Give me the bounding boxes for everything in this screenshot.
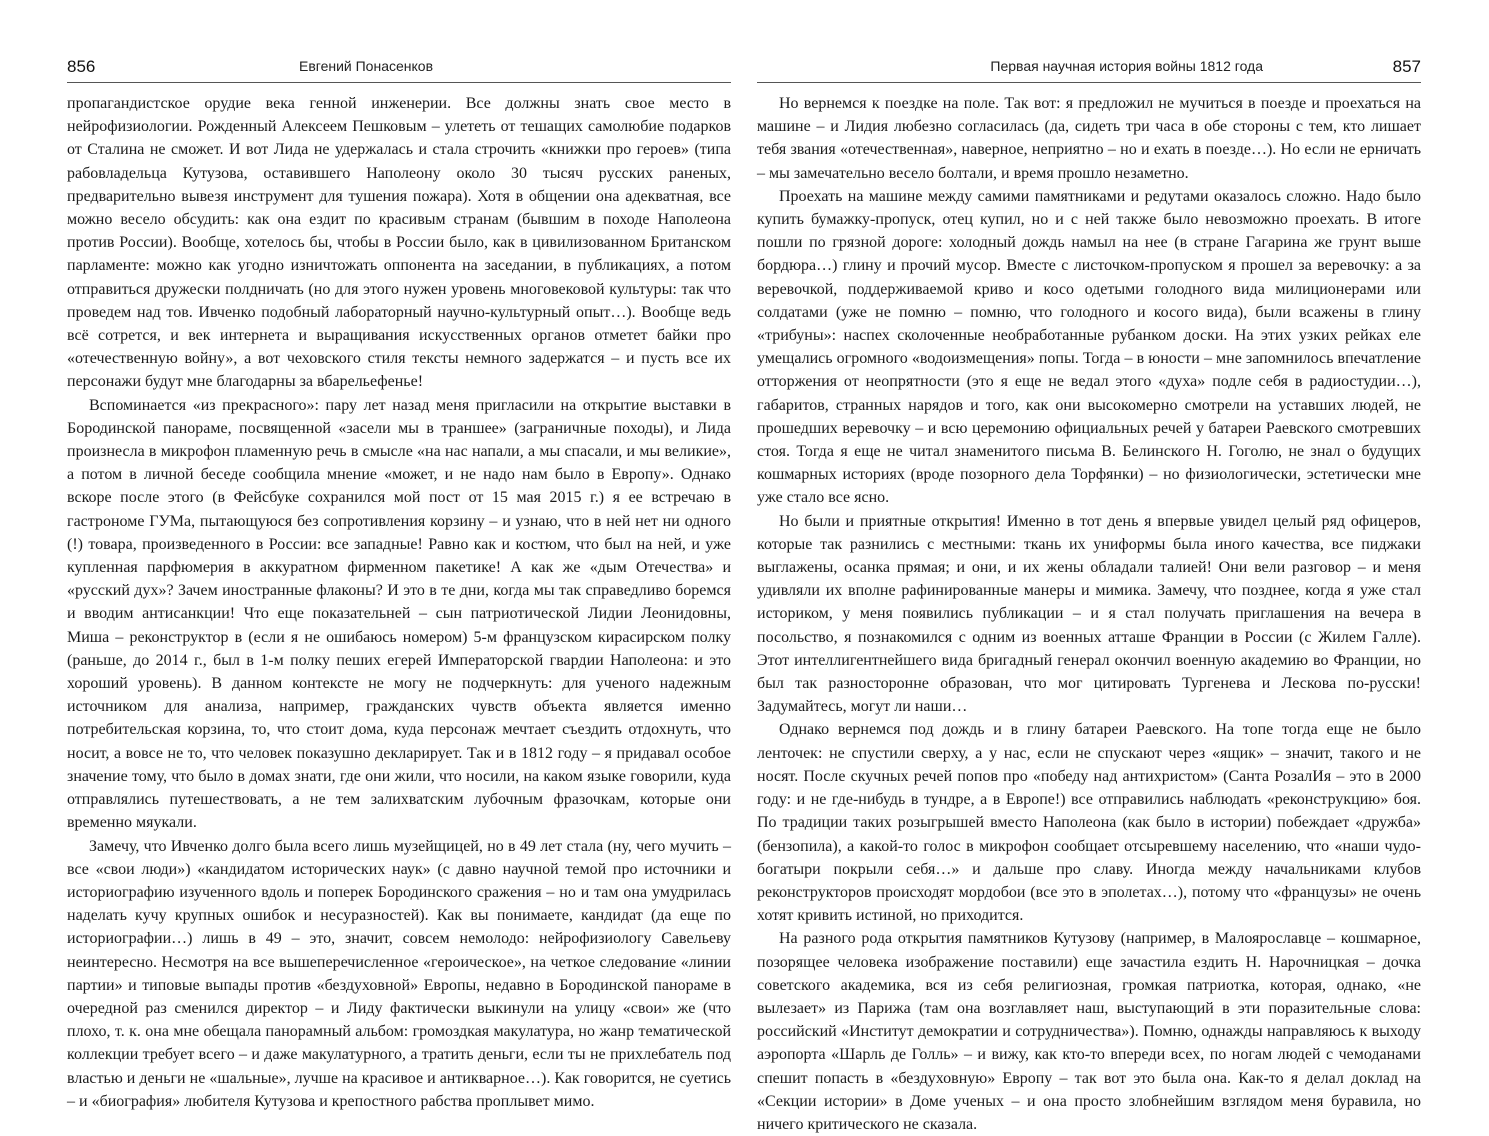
left-page-header: [67, 52, 731, 83]
running-head-author: Евгений Понасенков: [299, 58, 434, 74]
paragraph: Но вернемся к поездке на поле. Так вот: я предложил не мучиться в поезде и проехаться на машине – и Лидия любезно согласилась (да, сидеть три часа в обе стороны с тем, кто лишает тебя звания «отечественная», наверное, неприятно – но и ехать в поезде…). Но если не ерничать – мы замечательно весело болтали, и время прошло незаметно.: [757, 95, 1421, 182]
paragraph: На разного рода открытия памятников Кутузову (например, в Малоярославце – кошмарное, позорящее человека изображение поставили) еще зачастила ездить Н. Нарочницкая – дочка советского академика, вся из себя религиозная, громкая патриотка, которая, однако, «не вылезает» из Парижа (там она возглавляет наш, выступающий в эти поразительные слова: российский «Институт демократии и сотрудничества»). Помню, однажды направляюсь к выходу аэропорта «Шарль де Голль» – и вижу, как кто-то впереди всех, по ногам людей с чемоданами спешит попасть в «бездуховную» Европу – так вот это была она. Как-то я делал доклад на «Секции истории» в Доме ученых – и она просто злобнейшим взглядом меня буравила, но ничего критического не сказала.: [757, 930, 1421, 1133]
running-head-title: Первая научная история войны 1812 года: [990, 58, 1263, 74]
right-page-header: [757, 52, 1421, 83]
left-page: [67, 0, 731, 1110]
paragraph: Вспоминается «из прекрасного»: пару лет назад меня пригласили на открытие выставки в Бородинской панораме, посвященной «засели мы в траншее» (заграничные походы), и Лида произнесла в микрофон пламенную речь в смысле «на нас напали, а мы спасали, и мы великие», а потом в личной беседе сообщила мнение «может, и не надо нам было в Европу». Однако вскоре после этого (в Фейсбуке сохранился мой пост от 15 мая 2015 г.) я ее встречаю в гастрономе ГУМа, пытающуюся без сопротивления корзину – и узнаю, что в ней нет ни одного (!) товара, произведенного в России: все западные! Равно как и костюм, что был на ней, и уже купленная парфюмерия в аккуратном фирменном пакетике! А как же «дым Отечества» и «русский дух»? Зачем иностранные флаконы? И это в те дни, когда мы так справедливо боремся и вводим антисанкции! Что еще показательней – сын патриотической Лидии Леонидовны, Миша – реконструктор в (если я не ошибаюсь номером) 5-м французском кирасирском полку (раньше, до 2014 г., был в 1-м полку пеших егерей Императорской гвардии Наполеона: и это хороший уровень). В данном контексте не могу не подчеркнуть: для ученого надежным источником для анализа, например, гражданских чувств объекта является именно потребительская корзина, то, что стоит дома, куда персонаж мечтает съездить отдохнуть, что носит, а вовсе не то, что человек показушно декларирует. Так и в 1812 году – я придавал особое значение тому, что было в домах знати, где они жили, что носили, на каком языке говорили, куда отправлялись путешествовать, а не тем залихватским лубочным фразочкам, которые они временно мяукали.: [67, 396, 731, 832]
paragraph: Проехать на машине между самими памятниками и редутами оказалось сложно. Надо было купить бумажку-пропуск, отец купил, но и с ней также было невозможно проехать. В итоге пошли по грязной дороге: холодный дождь намыл на нее (в стране Гагарина же грунт выше бордюра…) глину и прочий мусор. Вместе с листочком-пропуском я прошел за веревочку: а за веревочкой, поддерживаемой криво и косо одетыми голодного вида милиционерами или солдатами (уже не помню – помню, что голодного и косого вида), были всажены в глину «трибуны»: наспех сколоченные необработанные рубанком доски. На этих узких рейках еле умещались огромного «водоизмещения» попы. Тогда – в юности – мне запомнилось впечатление отторжения от неопрятности (это я еще не ведал этого «духа» подле себя в радиостудии…), габаритов, странных нарядов и того, как они высокомерно смотрели на уставших людей, не прошедших веревочку – и всю церемонию официальных речей у батареи Раевского смотревших стоя. Тогда я еще не читал знаменитого письма В. Белинского Н. Гоголю, не знал о будущих кошмарных историях (вроде позорного дела Торфянки) – но физиологически, эстетически мне уже стало все ясно.: [757, 187, 1421, 507]
right-page-body: [757, 92, 1421, 1136]
paragraph: Однако вернемся под дождь и в глину батареи Раевского. На топе тогда еще не было ленточек: не спустили сверху, а у нас, если не спускают через «ящик» – значит, такого и не носят. После скучных речей попов про «победу над антихристом» (Санта РозалИя – это в 2000 году: и не где-нибудь в тундре, а в Европе!) все отправились наблюдать «реконструкцию» боя. По традиции таких розыгрышей вместо Наполеона (как было в истории) побеждает «дружба» (бензопила), а какой-то голос в микрофон сообщает отсыревшему населению, что «наши чудо-богатыри покрыли себя…» и дальше про славу. Иногда между начальниками клубов реконструкторов происходят мордобои (все это в эполетах…), потому что «французы» не очень хотят кривить истиной, но приходится.: [757, 721, 1421, 925]
paragraph: пропагандистское орудие века генной инженерии. Все должны знать свое место в нейрофизиологии. Рожденный Алексеем Пешковым – улететь от тешащих самолюбие подарков от Сталина не сможет. И вот Лида не удержалась и стала строчить «книжки про героев» (типа рабовладельца Кутузова, оставившего Наполеону около 30 тысяч русских раненых, предварительно вывезя инструмент для тушения пожара). Хотя в общении она адекватная, все можно весело обсудить: как она ездит по красивым странам (бывшим в походе Наполеона против России). Вообще, хотелось бы, чтобы в России было, как в цивилизованном Британском парламенте: можно как угодно изничтожать оппонента на заседании, в публикациях, а потом отправиться дружески полдничать (но для этого нужен уровень многовековой культуры: так что проведем над тов. Ивченко подобный лабораторный научно-культурный опыт…). Вообще ведь всё сотрется, и век интернета и выращивания искусственных органов отметет байки про «отечественную войну», а вот чеховского стиля тексты немного задержатся – и пусть все их персонажи будут мне благодарны за вбарельефеньe!: [67, 95, 731, 391]
paragraph: Замечу, что Ивченко долго была всего лишь музейщицей, но в 49 лет стала (ну, чего мучить – все «свои люди») «кандидатом исторических наук» (с давно научной темой про источники и историографию изученного вдоль и поперек Бородинского сражения – но и там она умудрилась наделать кучу крупных ошибок и несуразностей). Как вы понимаете, кандидат (да еще по историографии…) лишь в 49 – это, значит, совсем немолодо: нейрофизиологу Савельеву неинтересно. Несмотря на все вышеперечисленное «героическое», на четкое следование «линии партии» и типовые выпады против «бездуховной» Европы, недавно в Бородинской панораме в очередной раз сменился директор – и Лиду фактически выкинули на улицу «свои» же (что плохо, т. к. она мне обещала панорамный альбом: громоздкая макулатура, но жанр тематической коллекции требует всего – и даже макулатурного, а тратить деньги, если ты не прихлебатель под властью и деньги не «шальные», лучше на красивое и антикварное…). Как говорится, не суетись – и «биография» любителя Кутузова и крепостного рабства проплывет мимо.: [67, 837, 731, 1110]
page-number: 857: [1392, 57, 1421, 76]
right-page: [757, 0, 1421, 1133]
left-page-body: [67, 92, 731, 1113]
page-number: 856: [67, 57, 96, 76]
paragraph: Но были и приятные открытия! Именно в тот день я впервые увидел целый ряд офицеров, которые так разнились с местными: ткань их униформы была иного качества, все пиджаки выглажены, осанка прямая; и они, и их жены обладали талией! Они вели разговор – и меня удивляли их вполне рафинированные манеры и мимика. Замечу, что позднее, когда я уже стал историком, у меня появились публикации – и я стал получать приглашения на вечера в посольство, я познакомился с одним из военных атташе Франции в России (с Жилем Галле). Этот интеллигентнейшего вида бригадный генерал окончил военную академию во Франции, но был так разносторонне образован, что мог цитировать Тургенева и Лескова по-русски! Задумайтесь, могут ли наши…: [757, 512, 1421, 716]
